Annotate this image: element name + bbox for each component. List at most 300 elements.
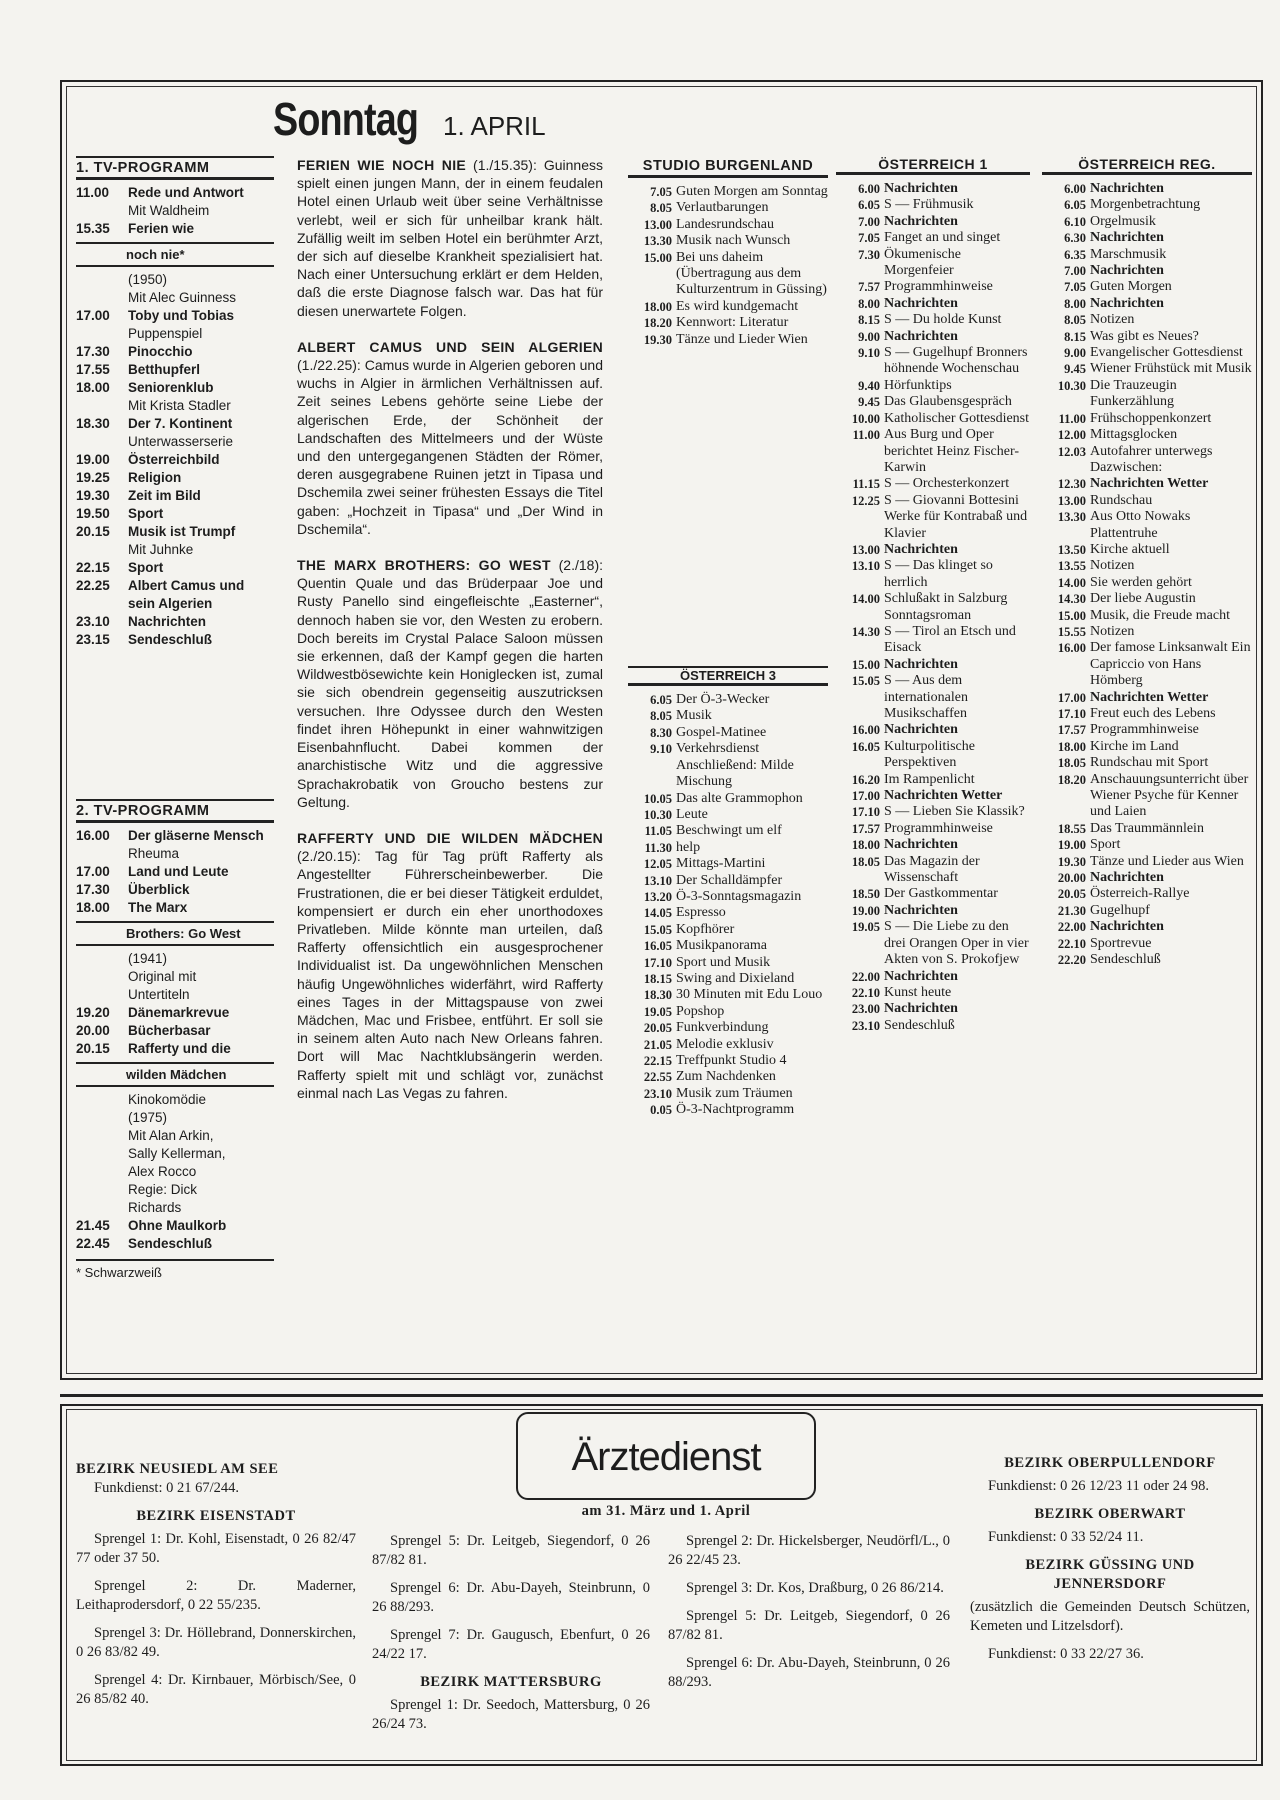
radio-column-2 [836,156,1030,1378]
radio-program: Musik nach Wunsch [676,233,791,249]
radio-time: 10.00 [851,411,880,426]
tv-program: Nachrichten [128,614,207,629]
radio-time: 11.15 [852,477,880,492]
radio-program: Sport und Musik [676,954,771,970]
radio-entry [1042,542,1252,558]
radio-entry [628,1037,828,1053]
radio-time: 22.00 [1057,920,1086,935]
radio-program: Zum Nachdenken [676,1069,776,1085]
radio-program: Nachrichten [1090,181,1164,196]
tv-note: Untertiteln [128,987,190,1002]
article-text: Quentin Quale und das Brüderpaar Joe und Rusty Panello sind eingefleischte „Easterner“, dennoch haben sie vor, den Westen zu erobern. Doch bereits im Crystal Palace Saloon müssen sie erkennen, daß der Kampf gegen die harten Wildwestbösewichte kein Honiglecken ist, zumal sie sich obendrein gegenseitig auszutricksen versuchen. Ihre Odyssee durch den Westen findet ihren Höhepunkt in einer wahnwitzigen Eisenbahnflucht. Dabei kommen der anarchistische Witz und die aggressive Sprachakrobatik von Groucho bestens zur Geltung. [297,575,603,810]
radio-column-1 [628,156,828,1378]
radio-time: 9.45 [1064,362,1086,377]
radio-entry [836,197,1030,213]
radio-entry [628,233,828,249]
radio-time: 18.30 [643,988,672,1003]
radio-time: 10.05 [643,791,672,806]
tv-subtitle: noch nie* [76,242,274,267]
sprengel-entry: Sprengel 5: Dr. Leitgeb, Siegendorf, 0 26 87/82 81. [668,1608,950,1643]
radio-entry [628,938,828,954]
radio-time: 18.05 [851,854,880,869]
articles-column [297,156,603,1378]
tv-time: 22.45 [76,1236,110,1251]
radio-program: Kopfhörer [676,921,735,937]
radio-program: Anschauungsunterricht über Wiener Psyche für Kenner und Laien [1090,771,1249,820]
radio-time: 23.00 [851,1002,880,1017]
radio-time: 6.05 [650,693,672,708]
radio-entry [836,181,1030,197]
radio-program: Swing and Dixieland [676,970,795,986]
radio-time: 16.05 [851,739,880,754]
radio-entry [628,692,828,708]
radio-time: 13.30 [643,234,672,249]
sprengel-entry: Sprengel 3: Dr. Kos, Draßburg, 0 26 86/214. [686,1580,944,1596]
radio-entry [628,971,828,987]
radio-program: Nachrichten [884,837,958,853]
radio-program: Die Trauzeugin Funkerzählung [1090,377,1177,410]
tv-time: 15.35 [76,221,110,236]
tv-program: Betthupferl [128,362,200,377]
sprengel-entry: Sprengel 2: Dr. Maderner, Leithaprodersdorf, 0 22 55/235. [76,1578,356,1613]
tv-program: Sport [128,506,164,521]
mattersburg-heading: BEZIRK MATTERSBURG [420,1674,602,1690]
tv-program: Rede und Antwort [128,185,244,200]
radio-program: Der Gastkommentar [884,886,998,902]
radio-program: Nachrichten [884,541,958,557]
radio-entry [836,739,1030,772]
radio-time: 19.05 [851,920,880,935]
tv-program: Zeit im Bild [128,488,201,503]
radio-entry [1042,903,1252,919]
radio-program: Das Glaubensgespräch [884,394,1012,410]
article-title: RAFFERTY UND DIE WILDEN MÄDCHEN [297,829,603,846]
radio-time: 13.10 [643,873,672,888]
radio-entry [1042,312,1252,328]
radio-time: 8.15 [1064,329,1086,344]
radio-entry [836,230,1030,246]
article-ref: (2./18): [558,557,603,574]
radio-time: 6.10 [1064,214,1086,229]
radio-time: 9.45 [858,395,880,410]
tv-time: 20.15 [76,524,110,539]
radio-time: 13.00 [851,542,880,557]
radio-program: Nachrichten [884,902,958,918]
radio-entry [836,345,1030,378]
tv-time: 23.10 [76,614,110,629]
radio-time: 13.50 [1057,542,1086,557]
radio-time: 22.10 [851,985,880,1000]
radio-program: Nachrichten [1090,870,1164,886]
radio-entry [1042,624,1252,640]
radio-time: 11.00 [852,428,880,443]
radio-program: Aus Otto Nowaks Plattentruhe [1090,509,1191,541]
radio-program: Frühschoppenkonzert [1090,410,1212,426]
tv-note: Rheuma [128,846,180,861]
radio-program: Der Schalldämpfer [676,872,783,888]
radio-program: S — Lieben Sie Klassik? [884,804,1025,820]
radio-time: 10.30 [643,807,672,822]
radio-time: 8.05 [650,709,672,724]
tv-entry [76,1040,274,1058]
radio-entry [836,329,1030,345]
neusiedl-funk: Funkdienst: 0 21 67/244. [94,1480,240,1496]
tv-time: 18.30 [76,416,110,431]
radio-program: Autofahrer unterwegs Dazwischen: [1090,443,1213,475]
radio-entry [628,905,828,921]
radio-program: Nachrichten [884,328,958,344]
article-text: Tag für Tag prüft Rafferty als Angestellter Führerscheinbewerber. Die Frustrationen, die er bei dieser Tätigkeit erduldet, kompensiert er durch ein eher unorthodoxes Privatleben. Milde könnte man urteilen, daß Rafferty offensichtlich ein ausgesprochener Individualist ist. Da ungewöhnlichen Menschen häufig Ungewöhnliches widerfährt, wird Rafferty eines Tages in der Mittagspause von zwei Mädchen, Mac und Frisbee, entführt. Er soll sie in seinem alten Auto nach New Orleans fahren. Dort will Mac Nachtklubsängerin werden. Rafferty spielt mit und schlägt vor, zunächst einmal nach Las Vegas zu fahren. [297,848,603,1101]
radio-time: 16.20 [851,772,880,787]
radio-time: 13.10 [851,559,880,574]
radio-entry [836,476,1030,492]
day-title: Sonntag [273,93,419,145]
article [297,556,603,811]
radio-entry [836,427,1030,476]
radio-program: Nachrichten [884,295,958,311]
tv-entry [76,559,274,577]
radio-program: Verkehrsdienst Anschließend: Milde Mischung [676,741,794,790]
sprengel-entry: Sprengel 1: Dr. Seedoch, Mattersburg, 0 26 26/24 73. [372,1697,650,1732]
radio-time: 19.00 [851,903,880,918]
radio-time: 14.00 [851,592,880,607]
radio-time: 7.57 [858,280,880,295]
radio-time: 9.10 [650,742,672,757]
radio-entry [1042,739,1252,755]
radio-program: Das Traummännlein [1090,820,1204,836]
radio-program: Was gibt es Neues? [1090,328,1199,344]
radio-time: 8.15 [858,313,880,328]
radio-program: Musik zum Träumen [676,1085,793,1101]
radio-program: Gugelhupf [1090,902,1150,918]
tv-program: Rafferty und die [128,1041,231,1056]
radio-time: 18.20 [1057,772,1086,787]
radio-time: 7.00 [858,214,880,229]
tv-time: 19.25 [76,470,110,485]
tv-program: Österreichbild [128,452,220,467]
tv-time: 19.50 [76,506,110,521]
radio-program: Treffpunkt Studio 4 [676,1053,787,1068]
radio-entry [836,673,1030,722]
tv1-heading: 1. TV-PROGRAMM [76,156,274,180]
radio-time: 22.15 [643,1054,672,1068]
radio-program: Schlußakt in Salzburg Sonntagsroman [884,591,1008,623]
radio-program: Bei uns daheim (Übertragung aus dem Kulturzentrum in Güssing) [676,249,827,298]
radio-entry [1042,329,1252,345]
tv-subtitle: Brothers: Go West [76,921,274,946]
sprengel-entry: Sprengel 4: Dr. Kirnbauer, Mörbisch/See, 0 26 85/82 40. [76,1672,356,1707]
radio-program: Landesrundschau [676,216,774,232]
radio-entry [1042,197,1252,213]
article-text: Camus wurde in Algerien geboren und wuchs in Algier in ärmlichen Verhältnissen auf. Zeit seines Lebens gehörte seine Liebe der algerischen Erde, der Schönheit der Landschaften des Mittelmeers und der Wüste und den untergegangenen Städten der Römer, deren ausgegrabene Ruinen jetzt in Tipasa und Dschemila zwei seiner frühesten Essays die Titel gaben: „Hochzeit in Tipasa“ und „Der Wind in Dschemila“. [297,357,603,537]
radio-program: Programmhinweise [884,820,993,836]
radio-time: 15.55 [1057,624,1086,639]
burgenland-heading: STUDIO BURGENLAND [628,156,828,178]
radio-entry [1042,870,1252,886]
tv-column [76,156,274,1378]
tv-entry [76,361,274,379]
radio-time: 23.10 [851,1018,880,1033]
radio-program: Österreich-Rallye [1090,886,1190,902]
radio-program: Nachrichten [884,968,958,984]
radio-program: Sportrevue [1090,935,1152,951]
tv-entry [76,415,274,433]
radio-time: 15.05 [851,674,880,689]
tv-time: 20.00 [76,1023,110,1038]
radio-program: Der Ö-3-Wecker [676,692,770,708]
radio-time: 13.00 [1057,493,1086,508]
radio-program: S — Aus dem internationalen Musikschaffen [884,673,968,721]
tv-note: Puppenspiel [128,326,203,341]
radio-entry [1042,722,1252,738]
radio-entry [628,840,828,856]
oberwart-heading: BEZIRK OBERWART [1034,1506,1186,1522]
radio-time: 17.10 [643,955,672,970]
radio-time: 19.05 [643,1004,672,1019]
radio-program: Guten Morgen am Sonntag [676,184,828,199]
guessing-heading: BEZIRK GÜSSING UND JENNERSDORF [1025,1557,1195,1592]
tv-note: Regie: Dick [128,1182,198,1197]
radio-program: Tänze und Lieder Wien [676,331,808,347]
tv-entry [76,899,274,917]
tv-time: 18.00 [76,380,110,395]
radio-program: Sendeschluß [884,1017,955,1033]
tv-time: 17.30 [76,882,110,897]
radio-program: Nachrichten [884,1001,958,1017]
radio-time: 17.10 [851,805,880,820]
radio-time: 11.30 [644,840,672,855]
radio-entry [836,1001,1030,1017]
radio-entry [836,279,1030,295]
radio-time: 15.00 [851,657,880,672]
tv-program: Dänemarkrevue [128,1005,230,1020]
article [297,338,603,538]
radio-entry [1042,591,1252,607]
radio-entry [1042,755,1252,771]
tv-program: Überblick [128,882,190,897]
radio-entry [836,624,1030,657]
tv-entry [76,577,274,613]
radio-program: S — Tirol an Etsch und Eisack [884,623,1016,656]
sprengel-entry: Sprengel 6: Dr. Abu-Dayeh, Steinbrunn, 0 26 88/293. [372,1580,650,1615]
radio-time: 14.05 [643,906,672,921]
radio-entry [836,296,1030,312]
radio-time: 8.05 [1064,313,1086,328]
radio-program: S — Giovanni Bottesini Werke für Kontrabaß und Klavier [884,492,1028,541]
aerztedienst-logo [516,1412,816,1500]
radio-entry [1042,640,1252,689]
radio-entry [1042,854,1252,870]
radio-entry [836,378,1030,394]
radio-entry [836,919,1030,968]
guessing-funk: Funkdienst: 0 33 22/27 36. [988,1646,1144,1662]
radio-entry [628,332,828,348]
radio-time: 18.00 [851,838,880,853]
radio-program: Notizen [1090,312,1135,328]
tv-program: Der gläserne Mensch [128,828,264,843]
radio-program: Sport [1090,837,1121,853]
radio-program: Nachrichten [1090,230,1164,246]
radio-program: Kirche aktuell [1090,541,1170,557]
tv-time: 18.00 [76,900,110,915]
radio-time: 6.00 [1064,182,1086,196]
tv-entry [76,881,274,899]
radio-program: Kunst heute [884,984,952,1000]
radio-time: 20.05 [643,1021,672,1036]
tv-time: 17.00 [76,864,110,879]
radio-entry [836,247,1030,280]
radio-program: Mittagsglocken [1090,427,1178,443]
radio-time: 13.20 [643,889,672,904]
radio-entry [628,823,828,839]
radio-entry [1042,936,1252,952]
radio-program: Nachrichten [1090,295,1164,311]
oereg-list [1042,181,1252,969]
radio-time: 0.05 [650,1103,672,1118]
radio-entry [836,411,1030,427]
neusiedl-heading: BEZIRK NEUSIEDL AM SEE [76,1461,279,1477]
tv-entry [76,184,274,202]
oereg-heading: ÖSTERREICH REG. [1042,156,1252,175]
radio-time: 9.40 [858,378,880,393]
radio-entry [1042,345,1252,361]
tv-note: Sally Kellerman, [128,1146,226,1161]
radio-entry [1042,214,1252,230]
radio-entry [836,969,1030,985]
radio-program: Orgelmusik [1090,213,1156,229]
radio-entry [628,807,828,823]
tv-program: Ohne Maulkorb [128,1218,227,1233]
guessing-note: (zusätzlich die Gemeinden Deutsch Schützen, Kemeten und Litzelsdorf). [970,1599,1250,1634]
article-ref: (1./15.35): [473,157,537,173]
radio-program: Nachrichten Wetter [884,788,1003,804]
tv-note: Mit Juhnke [128,542,194,557]
tv-note: Mit Waldheim [128,203,210,218]
radio-program: Ö-3-Sonntagsmagazin [676,888,802,904]
tv-entry [76,505,274,523]
radio-time: 17.10 [1057,707,1086,721]
radio-program: Freut euch des Lebens [1090,706,1216,721]
radio-program: Nachrichten [884,181,958,196]
radio-time: 16.00 [851,723,880,738]
tv-time: 16.00 [76,828,110,843]
radio-entry [836,312,1030,328]
tv2-list [76,827,274,1253]
radio-time: 7.30 [858,247,880,262]
tv-entry [76,1217,274,1235]
radio-entry [1042,575,1252,591]
sprengel-entry: Sprengel 5: Dr. Leitgeb, Siegendorf, 0 26 87/82 81. [372,1533,650,1568]
radio-time: 8.00 [858,296,880,311]
tv-entry [76,523,274,541]
radio-time: 19.30 [1057,854,1086,869]
radio-time: 7.05 [1064,280,1086,295]
articles [297,156,603,1102]
radio-time: 20.00 [1057,871,1086,886]
tv-note: Mit Alec Guinness [128,290,237,305]
tv-time: 23.15 [76,632,110,647]
radio-program: Wiener Frühstück mit Musik [1090,361,1252,377]
sprengel-entry: Sprengel 3: Dr. Höllebrand, Donnerskirchen, 0 26 83/82 49. [76,1625,356,1660]
radio-entry [628,1069,828,1085]
radio-entry [628,315,828,331]
radio-time: 15.00 [643,250,672,265]
oberpullendorf-funk: Funkdienst: 0 26 12/23 11 oder 24 98. [988,1478,1209,1494]
tv-entry [76,487,274,505]
radio-entry [1042,706,1252,722]
radio-program: Evangelischer Gottesdienst [1090,345,1243,361]
page-header [273,92,546,146]
sprengel-entry: Sprengel 2: Dr. Hickelsberger, Neudörfl/L., 0 26 22/45 23. [668,1533,950,1568]
radio-entry [628,791,828,807]
radio-time: 14.30 [851,624,880,639]
radio-time: 12.05 [643,857,672,872]
tv-entry [76,379,274,397]
tv-program: Bücherbasar [128,1023,211,1038]
radio-program: Sendeschluß [1090,952,1161,968]
sprengel-entry: Sprengel 7: Dr. Gaugusch, Ebenfurt, 0 26 24/22 17. [372,1627,650,1662]
radio-program: Nachrichten [1090,263,1164,279]
radio-entry [836,788,1030,804]
radio-entry [628,987,828,1003]
radio-program: S — Gugelhupf Bronners höhnende Wochenschau [884,345,1028,377]
sprengel-entry: Sprengel 6: Dr. Abu-Dayeh, Steinbrunn, 0 26 88/293. [668,1655,950,1690]
tv-note: Alex Rocco [128,1164,197,1179]
radio-program: Das alte Grammophon [676,790,803,806]
radio-time: 21.05 [643,1037,672,1052]
radio-entry [836,886,1030,902]
radio-entry [1042,279,1252,295]
radio-program: S — Die Liebe zu den drei Orangen Oper in vier Akten von S. Prokofjew [884,919,1029,968]
tv-entry [76,1022,274,1040]
radio-entry [1042,886,1252,902]
radio-time: 19.00 [1057,838,1086,853]
tv-note: Original mit [128,969,197,984]
radio-time: 6.30 [1064,231,1086,246]
radio-program: S — Das klinget so herrlich [884,558,993,590]
tv-entry [76,307,274,325]
tv-entry [76,1004,274,1022]
radio-entry [1042,837,1252,853]
tv-time: 17.55 [76,362,110,377]
radio-time: 6.35 [1064,247,1086,262]
radio-time: 17.00 [1057,690,1086,705]
radio-program: S — Orchesterkonzert [884,476,1010,492]
tv-entry [76,469,274,487]
section-divider [60,1394,1263,1397]
article-text: Guinness spielt einen jungen Mann, der in einem feudalen Hotel einen Urlaub weit über seine Verhältnisse verlebt, weil er sich für unheilbar krank hält. Zufällig weilt im selben Hotel ein berühmter Arzt, der sich auf dieselbe Krankheit spezialisiert hat. Nach einer Untersuchung erklärt er dem Helden, daß die erste Diagnose falsch war. Das hat für diesen unerwartete Folgen. [297,157,603,319]
radio-entry [836,854,1030,887]
sprengel-entry: Sprengel 1: Dr. Kohl, Eisenstadt, 0 26 82/47 77 oder 37 50. [76,1531,356,1566]
radio-program: Kennwort: Literatur [676,315,789,331]
radio-time: 19.30 [643,332,672,347]
article-title: ALBERT CAMUS UND SEIN ALGERIEN [297,338,603,355]
radio-entry [1042,608,1252,624]
tv-note: (1950) [128,272,168,287]
eisenstadt-heading: BEZIRK EISENSTADT [136,1508,296,1524]
tv-time: 11.00 [76,185,110,200]
tv-program: Der 7. Kontinent [128,416,233,431]
radio-entry [628,922,828,938]
aerztedienst-dates: am 31. März und 1. April [581,1503,751,1519]
radio-time: 11.00 [1058,411,1086,426]
tv-note: Kinokomödie [128,1092,207,1107]
radio-time: 21.30 [1057,903,1086,918]
oe3-list [628,692,828,1119]
radio-time: 12.30 [1057,477,1086,492]
radio-program: S — Du holde Kunst [884,312,1002,328]
tv-program: Albert Camus und sein Algerien [128,578,245,611]
